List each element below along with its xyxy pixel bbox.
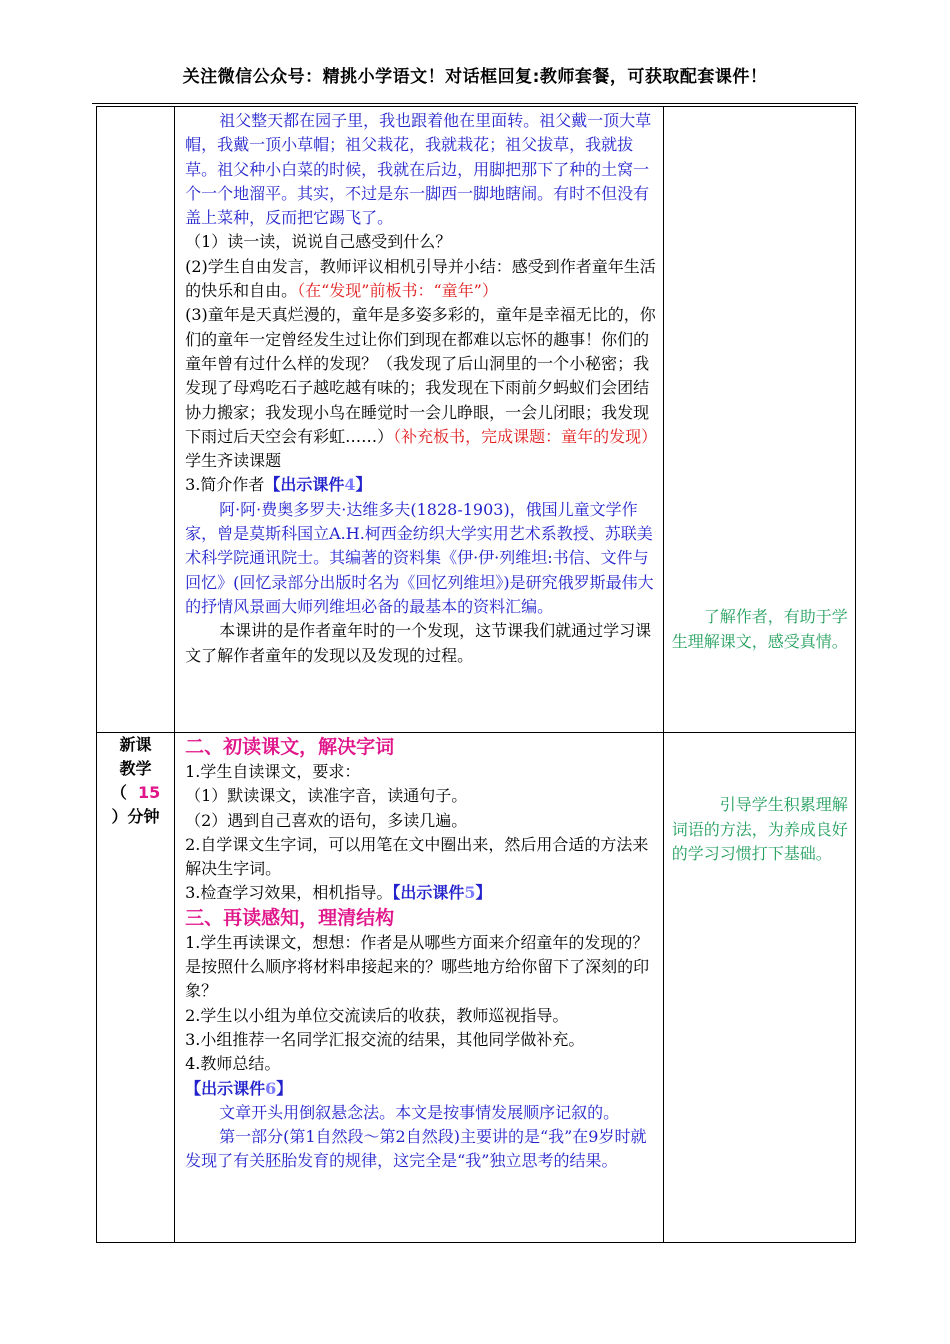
slide-tag-prefix: 【出示课件 (392, 883, 465, 903)
slide-tag-suffix: 】 (475, 883, 492, 903)
question-1: （1）读一读，说说自己感受到什么？ (185, 232, 452, 252)
slide-tag-prefix: 【出示课件 (264, 475, 345, 495)
question-3-text: (3)童年是天真烂漫的，童年是多姿多彩的，童年是幸福无比的，你们的童年一定曾经发生过让你们到现在都难以忘怀的趣事！你们的童年曾有过什么样的发现？（我发现了后山洞里的一个小秘密；我发现了母鸡吃石子越吃越有味的；我发现在下雨前夕蚂蚁们会团结协力搬家；我发现小鸟在睡觉时一会儿睁眼，一会儿闭眼；我发现下雨过后天空会有彩虹……） (185, 305, 656, 446)
question-2 (185, 255, 659, 304)
section-label-line-1: 新课 (119, 735, 152, 754)
question-3 (185, 303, 659, 473)
board-note-title: （补充板书，完成课题：童年的发现） (393, 426, 658, 446)
section-label-line-4: ）分钟 (111, 807, 160, 826)
author-intro (185, 473, 659, 497)
design-note-cell (663, 733, 855, 1243)
step-2-3-text: 3.检查学习效果，相机指导。 (185, 883, 393, 903)
step-3-4: 4.教师总结。 (185, 1054, 281, 1074)
board-note-childhood: （在“发现”前板书：“童年”） (297, 281, 498, 301)
section-label-line-2: 教学 (119, 759, 152, 778)
slide-tag-number: 6 (265, 1078, 277, 1098)
table-row (97, 107, 856, 733)
step-2-2: 2.自学课文生字词，可以用笔在文中圈出来，然后用合适的方法来解决生字词。 (185, 834, 649, 879)
step-2-3 (185, 881, 659, 905)
excerpt-paragraph: 祖父整天都在园子里，我也跟着他在里面转。祖父戴一顶大草帽，我戴一顶小草帽；祖父栽花，我就栽花；祖父拔草，我就拔草。祖父种小白菜的时候，我就在后边，用脚把那下了种的土窝一个一个地溜平。其实，不过是东一脚西一脚地瞎闹。有时不但没有盖上菜种，反而把它踢飞了。 (185, 111, 652, 228)
slide-line-6 (185, 1077, 659, 1101)
slide-tag-number: 5 (464, 883, 476, 903)
step-3-3: 3.小组推荐一名同学汇报交流的结果，其他同学做补充。 (185, 1029, 585, 1049)
section-heading-3: 三、再读感知，理清结构 (185, 906, 395, 929)
step-2-1a: （1）默读课文，读准字音，读通句子。 (185, 786, 468, 806)
slide-tag-6 (185, 1079, 292, 1098)
design-note: 了解作者，有助于学生理解课文，感受真情。 (671, 607, 848, 651)
duration-minutes: 15 (137, 783, 161, 802)
lesson-plan-table (96, 106, 856, 1243)
author-bio: 阿·阿·费奥多罗夫·达维多夫(1828-1903)，俄国儿童文学作家，曾是莫斯科国立A.H.柯西金纺织大学实用艺术系教授、苏联美术科学院通讯院士。其编著的资料集《伊·伊·列维坦:书信、文件与回忆》(回忆录部分出版时名为《回忆列维坦》)是研究俄罗斯最伟大的抒情风景画大师列维坦必备的最基本的资料汇编。 (185, 499, 654, 616)
header-divider (92, 103, 858, 104)
slide-tag-number: 4 (344, 475, 356, 495)
slide-tag-prefix: 【出示课件 (185, 1078, 266, 1098)
author-intro-label: 3.简介作者 (185, 475, 265, 495)
section-duration (97, 781, 174, 805)
slide-tag-suffix: 】 (355, 475, 372, 495)
step-3-1: 1.学生再读课文，想想：作者是从哪些方面来介绍童年的发现的？是按照什么顺序将材料串接起来的？哪些地方给你留下了深刻的印象？ (185, 932, 650, 1001)
step-2-1b: （2）遇到自己喜欢的语句，多读几遍。 (185, 810, 468, 830)
duration-paren: （ (110, 783, 127, 802)
page-header: 关注微信公众号：精挑小学语文！对话框回复:教师套餐，可获取配套课件！ (182, 67, 768, 87)
question-2-text: (2)学生自由发言，教师评议相机引导并小结：感受到作者童年生活的快乐和自由。 (185, 256, 656, 301)
slide-tag-suffix: 】 (276, 1078, 293, 1098)
slide-tag-4 (264, 475, 371, 494)
design-note: 引导学生积累理解词语的方法，为养成良好的学习习惯打下基础。 (671, 795, 848, 863)
structure-paragraph-2: 第一部分(第1自然段～第2自然段)主要讲的是“我”在9岁时就发现了有关胚胎发育的规律，这完全是“我”独立思考的结果。 (185, 1127, 647, 1171)
slide-tag-5 (392, 883, 491, 902)
table-row (97, 733, 856, 1243)
design-note-cell (663, 107, 855, 733)
question-3-tail: 学生齐读课题 (185, 451, 282, 471)
content-cell (175, 733, 664, 1243)
structure-paragraph-1: 文章开头用倒叙悬念法。本文是按事情发展顺序记叙的。 (219, 1102, 620, 1122)
section-cell (97, 733, 175, 1243)
section-cell-empty (97, 107, 175, 733)
step-3-2: 2.学生以小组为单位交流读后的收获，教师巡视指导。 (185, 1005, 569, 1025)
step-2-1: 1.学生自读课文，要求： (185, 762, 361, 781)
lesson-summary: 本课讲的是作者童年时的一个发现，这节课我们就通过学习课文了解作者童年的发现以及发现的过程。 (185, 621, 652, 665)
content-cell (175, 107, 664, 733)
section-heading-2: 二、初读课文，解决字词 (185, 736, 395, 758)
